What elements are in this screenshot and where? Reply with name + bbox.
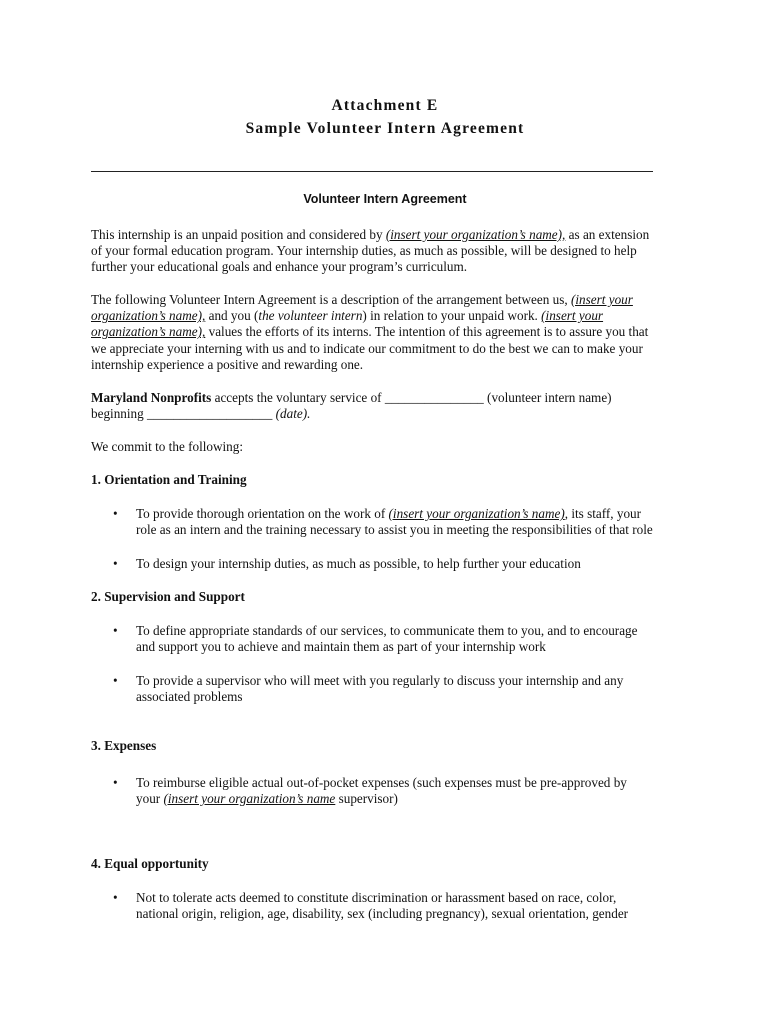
organization-name: Maryland Nonprofits [91, 390, 212, 405]
text: Not to tolerate acts deemed to constitute discrimination or harassment based on race, color, [136, 890, 617, 905]
text: we appreciate your interning with us and to indicate our commitment to do the best we can to make your [91, 340, 643, 356]
text: beginning ___________________ [91, 406, 276, 422]
bullet-icon: • [113, 506, 118, 521]
text: and you ( [205, 308, 259, 324]
text: supervisor) [335, 791, 398, 807]
text: To provide a supervisor who will meet with you regularly to discuss your internship and any [136, 673, 624, 688]
org-name-placeholder: (insert your organization’s name [163, 791, 336, 807]
org-name-placeholder: (insert your [541, 308, 604, 324]
bullet-icon: • [113, 673, 118, 688]
text: values the efforts of its interns. The intention of this agreement is to assure you that [205, 324, 649, 340]
document-title: Sample Volunteer Intern Agreement [245, 120, 525, 137]
horizontal-rule [91, 171, 653, 172]
bullet-icon: • [113, 623, 118, 638]
org-name-placeholder: (insert your organization’s name) [388, 506, 565, 521]
text: of your formal education program. Your internship duties, as much as possible, will be designed to help [91, 243, 637, 259]
section-heading-expenses: 3. Expenses [91, 738, 157, 753]
text: internship experience a positive and rewarding one. [91, 356, 364, 372]
agreement-subtitle: Volunteer Intern Agreement [303, 192, 467, 206]
org-name-placeholder: (insert your [570, 292, 633, 307]
text: ) in relation to your unpaid work. [362, 308, 542, 324]
text: To provide thorough orientation on the work of [136, 506, 389, 521]
bullet-icon: • [113, 890, 118, 905]
org-name-placeholder: (insert your organization’s name), [385, 227, 566, 242]
intro-paragraph-1 [91, 227, 691, 276]
bullet-icon: • [113, 775, 118, 790]
text: as an extension [565, 227, 650, 242]
bullet-icon: • [113, 556, 118, 571]
text: accepts the voluntary service of _______________ (volunteer intern name) [211, 390, 612, 405]
intro-paragraph-4: We commit to the following: [91, 439, 244, 454]
section-heading-equal-opportunity: 4. Equal opportunity [91, 856, 209, 871]
text: associated problems [136, 689, 243, 705]
text: national origin, religion, age, disability, sex (including pregnancy), sexual orientation, gender [136, 906, 629, 922]
text: your [136, 791, 164, 807]
text: To design your internship duties, as much as possible, to help further your education [136, 556, 581, 571]
text: To define appropriate standards of our services, to communicate them to you, and to encourage [136, 623, 638, 638]
attachment-heading: Attachment E [331, 97, 439, 114]
text: , its staff, your [564, 506, 642, 521]
text: and support you to achieve and maintain them as part of your internship work [136, 639, 546, 655]
intro-paragraph-2 [91, 292, 691, 373]
text: further your educational goals and enhance your program’s curriculum. [91, 259, 468, 275]
intro-paragraph-3 [91, 390, 691, 422]
text: To reimburse eligible actual out-of-pocket expenses (such expenses must be pre-approved by [136, 775, 627, 790]
text: role as an intern and the training necessary to assist you in meeting the responsibilities of that role [136, 522, 653, 538]
section-heading-supervision: 2. Supervision and Support [91, 589, 245, 604]
text: (date). [275, 406, 311, 422]
text: This internship is an unpaid position and considered by [91, 227, 386, 242]
section-heading-orientation: 1. Orientation and Training [91, 472, 247, 487]
text: the volunteer intern [258, 308, 363, 324]
text: The following Volunteer Intern Agreement is a description of the arrangement between us, [91, 292, 571, 307]
org-name-placeholder: organization’s name), [91, 324, 206, 340]
org-name-placeholder: organization’s name), [91, 308, 206, 324]
